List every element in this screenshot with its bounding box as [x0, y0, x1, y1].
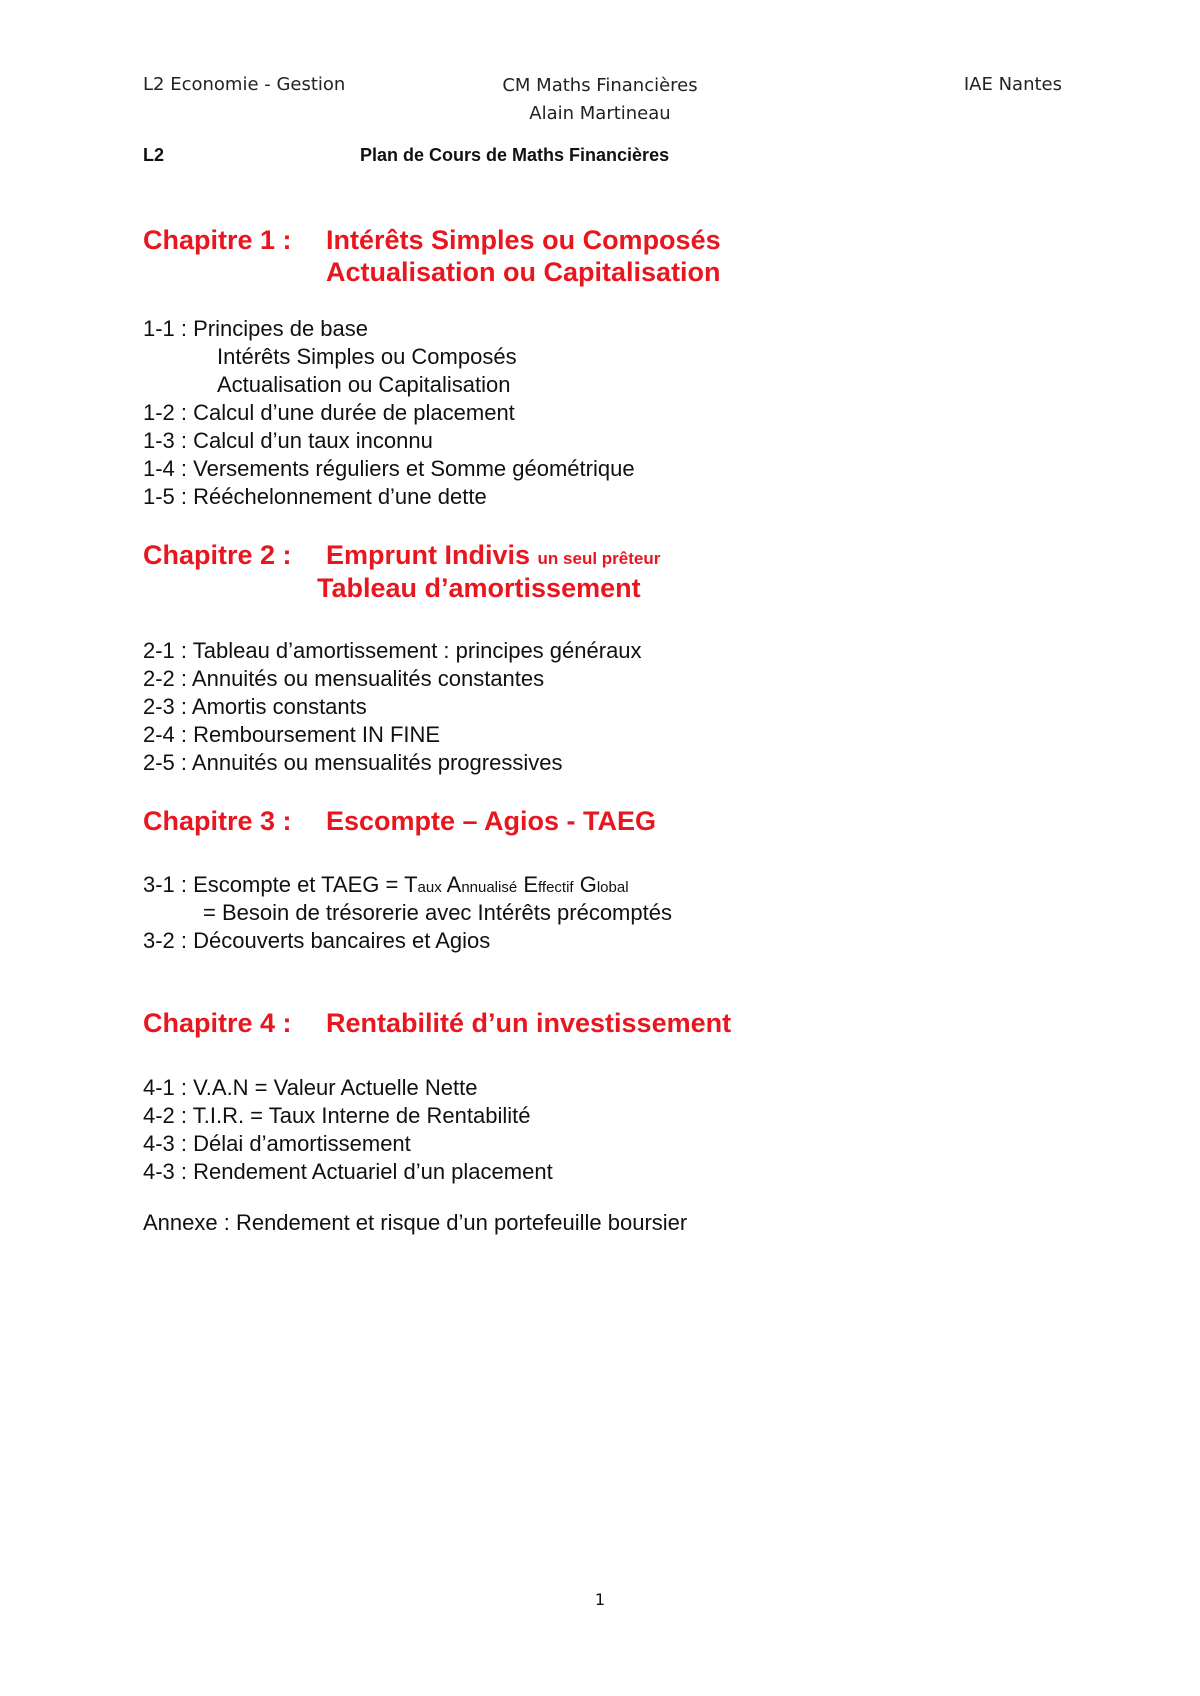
item-3-1 — [143, 872, 629, 898]
item-3-2: 3-2 : Découverts bancaires et Agios — [143, 928, 491, 953]
chapter-2-heading — [143, 540, 660, 571]
taeg-a: A — [446, 872, 462, 897]
chapter-2-label: Chapitre 2 : — [143, 540, 292, 570]
item-1-2: 1-2 : Calcul d’une durée de placement — [143, 400, 515, 425]
page-title: Plan de Cours de Maths Financières — [360, 145, 670, 165]
chapter-1-title-line2: Actualisation ou Capitalisation — [326, 257, 721, 287]
chapter-2-title-line1: Emprunt Indivis — [326, 540, 531, 570]
taeg-e: E — [523, 872, 539, 897]
item-1-4: 1-4 : Versements réguliers et Somme géométrique — [143, 456, 635, 481]
header-course: CM Maths Financières — [502, 75, 698, 96]
item-2-4: 2-4 : Remboursement IN FINE — [143, 722, 441, 747]
taeg-t-rest: aux — [417, 879, 442, 896]
item-2-2: 2-2 : Annuités ou mensualités constantes — [143, 666, 545, 691]
item-1-3: 1-3 : Calcul d’un taux inconnu — [143, 428, 433, 453]
page-number: 1 — [594, 1590, 606, 1609]
chapter-4-heading — [143, 1008, 731, 1039]
item-4-2: 4-2 : T.I.R. = Taux Interne de Rentabilité — [143, 1103, 531, 1128]
subtitle-level: L2 — [143, 145, 165, 165]
chapter-3-label: Chapitre 3 : — [143, 806, 292, 836]
taeg-g-rest: lobal — [596, 879, 629, 896]
item-2-5: 2-5 : Annuités ou mensualités progressives — [143, 750, 563, 775]
chapter-1-title-line1: Intérêts Simples ou Composés — [326, 225, 721, 255]
item-3-1-prefix: 3-1 : Escompte et TAEG = — [143, 872, 405, 897]
chapter-3-heading — [143, 806, 656, 837]
chapter-1-label: Chapitre 1 : — [143, 225, 292, 255]
taeg-a-rest: nnualisé — [461, 879, 518, 896]
item-4-3: 4-3 : Délai d’amortissement — [143, 1131, 411, 1156]
item-4-4: 4-3 : Rendement Actuariel d’un placement — [143, 1159, 553, 1184]
chapter-2-title-line2: Tableau d’amortissement — [317, 573, 641, 603]
item-2-3: 2-3 : Amortis constants — [143, 694, 367, 719]
taeg-e-rest: ffectif — [538, 879, 574, 896]
header-right: IAE Nantes — [963, 74, 1062, 95]
item-4-1: 4-1 : V.A.N = Valeur Actuelle Nette — [143, 1075, 478, 1100]
chapter-1-heading — [143, 225, 721, 256]
header-author: Alain Martineau — [529, 103, 671, 124]
annexe: Annexe : Rendement et risque d’un portefeuille boursier — [143, 1210, 688, 1235]
item-1-1-sub1: Intérêts Simples ou Composés — [217, 344, 517, 369]
chapter-4-label: Chapitre 4 : — [143, 1008, 292, 1038]
item-1-1-sub2: Actualisation ou Capitalisation — [217, 372, 511, 397]
taeg-g: G — [579, 872, 597, 897]
item-2-1: 2-1 : Tableau d’amortissement : principes généraux — [143, 638, 642, 663]
chapter-2-title-note: un seul prêteur — [537, 549, 661, 568]
chapter-4-title: Rentabilité d’un investissement — [326, 1008, 732, 1038]
item-1-5: 1-5 : Rééchelonnement d’une dette — [143, 484, 487, 509]
chapter-3-title: Escompte – Agios - TAEG — [326, 806, 657, 836]
header-left: L2 Economie - Gestion — [143, 74, 346, 95]
item-3-1-line2: = Besoin de trésorerie avec Intérêts précomptés — [203, 900, 672, 925]
item-1-1: 1-1 : Principes de base — [143, 316, 369, 341]
taeg-t: T — [404, 872, 418, 897]
